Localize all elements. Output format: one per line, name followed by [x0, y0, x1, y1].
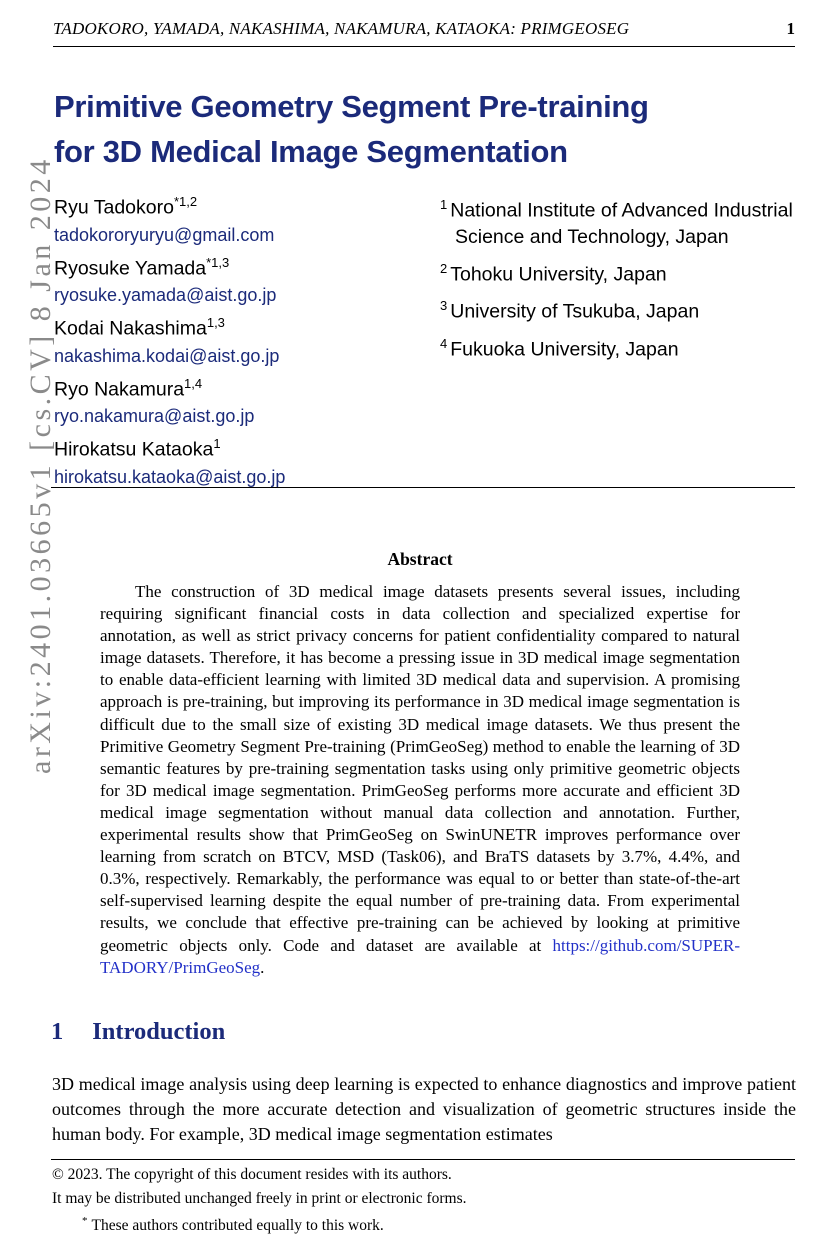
- github-link[interactable]: https://github.com/SUPER-TADORY/PrimGeoSeg: [100, 935, 740, 977]
- footer-rule: [51, 1159, 795, 1160]
- affiliation-text: National Institute of Advanced Industrial Science and Technology, Japan: [450, 199, 793, 248]
- affiliation-item: [440, 293, 816, 325]
- introduction-paragraph: 3D medical image analysis using deep learning is expected to enhance diagnostics and improve patient outcomes through the more accurate detection and visualization of geometric structures inside the human body. For example, 3D medical image segmentation estimates: [52, 1074, 796, 1144]
- abstract-text: [100, 581, 740, 979]
- author-sup: 1: [213, 436, 221, 451]
- affiliation-list: [440, 192, 816, 368]
- author-email-link[interactable]: ryo.nakamura@aist.go.jp: [54, 406, 255, 426]
- author-list: [54, 188, 434, 491]
- copyright-line: © 2023. The copyright of this document resides with its authors.: [52, 1166, 452, 1183]
- affiliation-text: Tohoku University, Japan: [450, 263, 667, 285]
- author-item: [54, 370, 434, 431]
- arxiv-watermark: arXiv:2401.03665v1 [cs.CV] 8 Jan 2024: [24, 156, 57, 774]
- author-email-link[interactable]: ryosuke.yamada@aist.go.jp: [54, 285, 277, 305]
- author-name: Ryu Tadokoro$^{*1,2}$: [54, 194, 198, 219]
- affiliation-text: University of Tsukuba, Japan: [450, 300, 700, 323]
- equal-contribution-footnote: [52, 1210, 795, 1238]
- author-item: [54, 430, 434, 491]
- abstract-heading: Abstract: [387, 549, 453, 569]
- author-sup: 1,4: [184, 375, 203, 391]
- affiliation-sup: 1: [440, 197, 448, 212]
- author-name: Hirokatsu Kataoka$^1$: [54, 436, 221, 461]
- author-email-link[interactable]: nakashima.kodai@aist.go.jp: [54, 345, 280, 366]
- distribution-line: It may be distributed unchanged freely in print or electronic forms.: [52, 1189, 467, 1207]
- footnote-text: These authors contributed equally to this work.: [91, 1217, 384, 1235]
- author-name: Ryo Nakamura$^{1,4}$: [54, 375, 203, 400]
- page-header: [53, 19, 795, 39]
- paper-title: [54, 84, 754, 174]
- affiliation-item: [440, 331, 816, 363]
- page-footer: [52, 1163, 795, 1238]
- page-number: 1: [786, 19, 795, 38]
- affiliation-text: Fukuoka University, Japan: [450, 338, 679, 360]
- author-email-link[interactable]: hirokatsu.kataoka@aist.go.jp: [54, 466, 286, 487]
- author-item: [54, 249, 434, 310]
- author-sup: *1,3: [206, 254, 230, 270]
- author-block-rule: [51, 487, 795, 488]
- author-sup: 1,3: [206, 315, 225, 330]
- footnote-asterisk: *: [82, 1215, 88, 1227]
- paper-title-line1: Primitive Geometry Segment Pre-training: [54, 89, 649, 124]
- author-sup: *1,2: [173, 194, 198, 209]
- paper-title-line2: for 3D Medical Image Segmentation: [54, 134, 568, 169]
- affiliation-item: [440, 256, 816, 288]
- affiliation-sup: 2: [440, 260, 448, 276]
- section-number: 1: [51, 1018, 64, 1045]
- author-item: [54, 309, 434, 370]
- author-email-link[interactable]: tadokororyuryu@gmail.com: [54, 224, 275, 245]
- abstract-final-period: .: [260, 957, 265, 977]
- affiliation-item: [440, 192, 816, 250]
- author-name: Ryosuke Yamada$^{*1,3}$: [54, 254, 230, 279]
- running-title: TADOKORO, YAMADA, NAKASHIMA, NAKAMURA, KATAOKA: PRIMGEOSEG: [53, 19, 630, 38]
- affiliation-sup: 4: [440, 335, 448, 351]
- author-name: Kodai Nakashima$^{1,3}$: [54, 315, 225, 340]
- section-title: Introduction: [92, 1018, 226, 1045]
- abstract-body-text: The construction of 3D medical image datasets presents several issues, including requiring significant financial costs in data collection and specialized expertise for annotation, as well as strict privacy concerns for patient confidentiality compared to natural image datasets. Therefore, it has become a pressing issue in 3D medical image segmentation to enable data-efficient learning with limited 3D medical data and supervision. A promising approach is pre-training, but improving its performance in 3D medical image segmentation is difficult due to the small size of existing 3D medical image datasets. We thus present the Primitive Geometry Segment Pre-training (PrimGeoSeg) method to enable the learning of 3D semantic features by pre-training segmentation tasks using only primitive geometric objects for 3D medical image segmentation. PrimGeoSeg performs more accurate and efficient 3D medical image segmentation without manual data collection and annotation. Further, experimental results show that PrimGeoSeg on SwinUNETR improves performance over learning from scratch on BTCV, MSD (Task06), and BraTS datasets by 3.7%, 4.4%, and 0.3%, respectively. Remarkably, the performance was equal to or better than state-of-the-art self-supervised learning despite the equal number of pre-training data. From experimental results, we conclude that effective pre-training can be achieved by looking at primitive geometric objects only. Code and dataset are available at: [100, 582, 740, 955]
- header-rule: [53, 46, 795, 47]
- author-item: [54, 188, 434, 249]
- affiliation-sup: 3: [440, 298, 448, 313]
- section-heading-introduction: [51, 1018, 225, 1046]
